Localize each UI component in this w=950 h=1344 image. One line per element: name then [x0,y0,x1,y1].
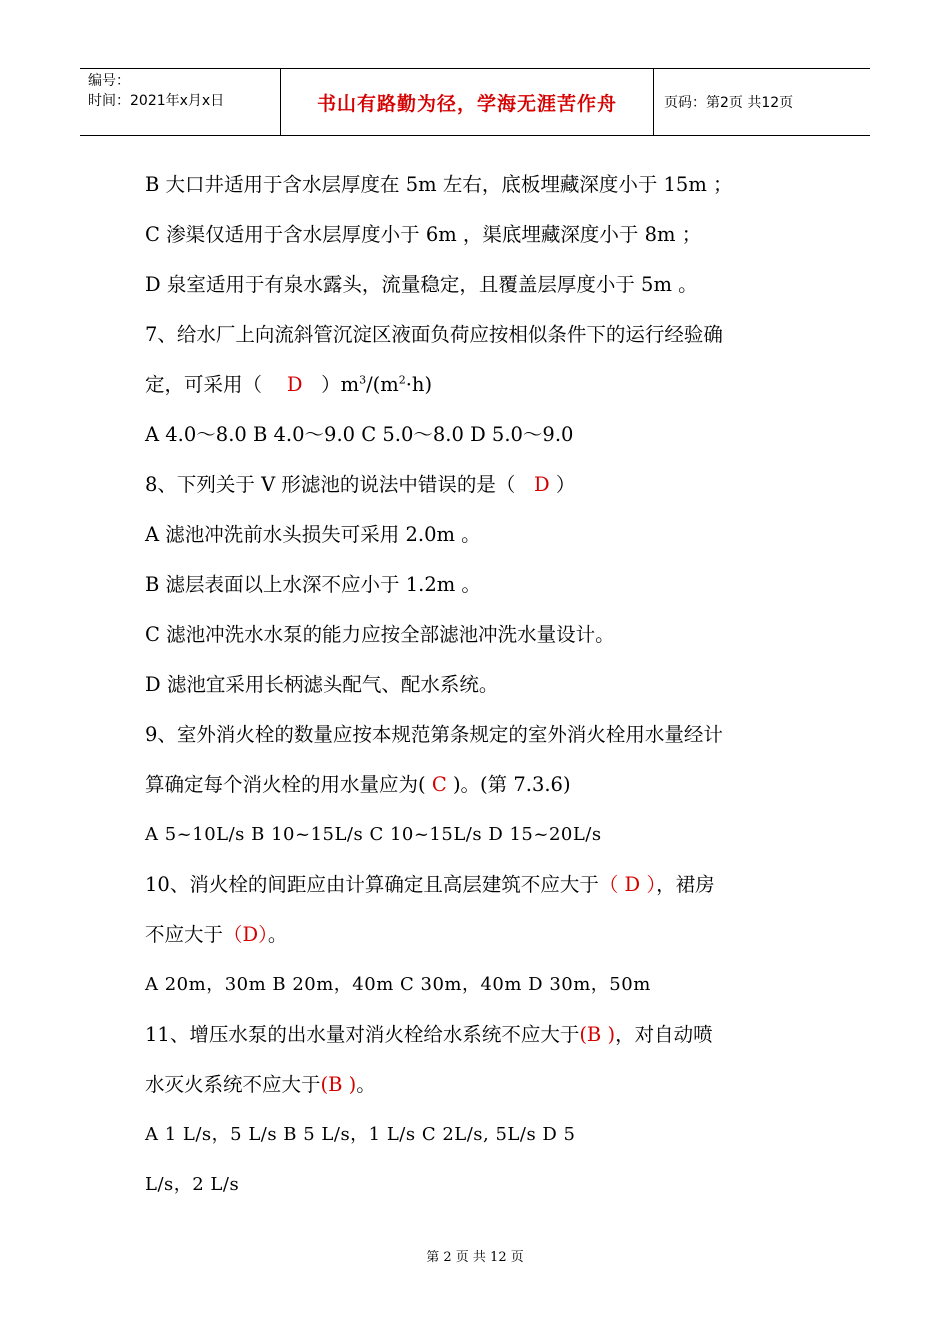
header-motto: 书山有路勤为径，学海无涯苦作舟 [316,92,617,115]
q7-prefix: 定，可采用（ [145,373,263,396]
question-9-stem: 9、室外消火栓的数量应按本规范第条规定的室外消火栓用水量经计 [145,723,723,746]
q9-answer: C [431,773,447,796]
question-11-options: A 1 L/s，5 L/s B 5 L/s，1 L/s C 2L/s, 5L/s D 5 [145,1124,576,1145]
text-line: C 渗渠仅适用于含水层厚度小于 6m ，渠底埋藏深度小于 8m ； [145,223,702,246]
question-8-stem: 8、下列关于 V 形滤池的说法中错误的是（ D ） [145,473,576,496]
q10-answer-2: （D） [223,923,268,946]
question-8-option-a: A 滤池冲洗前水头损失可采用 2.0m 。 [145,523,481,546]
q8-answer: D [534,473,550,496]
q10-answer-1: （ D ） [598,873,657,896]
question-7-stem-cont [145,360,825,410]
question-8-option-d: D 滤池宜采用长柄滤头配气、配水系统。 [145,673,499,696]
document-time-label: 时间：2021年x月x日 [88,93,225,109]
document-number-label: 编号： [88,73,130,89]
q7-unit: ）$m^3/(m^2\cdot h)$ [321,373,433,396]
q7-answer: D [286,373,303,396]
q11-answer-2: (B ) [320,1073,357,1096]
text-line: B 大口井适用于含水层厚度在 5m 左右，底板埋藏深度小于 15m ； [145,173,733,196]
question-10-stem: 10、消火栓的间距应由计算确定且高层建筑不应大于（ D ），裙房 [145,873,715,896]
page-header [80,68,870,136]
question-9-stem-cont: 算确定每个消火栓的用水量应为( C )。(第 7.3.6) [145,773,571,796]
question-8-option-c: C 滤池冲洗水水泵的能力应按全部滤池冲洗水量设计。 [145,623,615,646]
question-9-options: A 5~10L/s B 10~15L/s C 10~15L/s D 15~20L/s [145,824,602,845]
q11-answer-1: (B ) [579,1023,616,1046]
page-footer: 第 2 页 共 12 页 [426,1250,524,1265]
document-body [145,160,825,1210]
question-11-stem-cont: 水灭火系统不应大于(B )。 [145,1073,376,1096]
header-page-info: 页码：第2页 共12页 [664,95,794,111]
question-7-options: A 4.0～8.0 B 4.0～9.0 C 5.0～8.0 D 5.0～9.0 [145,423,574,446]
question-8-option-b: B 滤层表面以上水深不应小于 1.2m 。 [145,573,481,596]
question-10-options: A 20m，30m B 20m，40m C 30m，40m D 30m，50m [145,974,651,995]
question-11-options-cont: L/s，2 L/s [145,1174,240,1195]
header-meta [80,69,280,135]
question-7-stem: 7、给水厂上向流斜管沉淀区液面负荷应按相似条件下的运行经验确 [145,323,723,346]
text-line: D 泉室适用于有泉水露头，流量稳定，且覆盖层厚度小于 5m 。 [145,273,698,296]
question-10-stem-cont: 不应大于（D）。 [145,923,288,946]
header-motto-cell [280,69,654,135]
question-11-stem: 11、增压水泵的出水量对消火栓给水系统不应大于(B )，对自动喷 [145,1023,713,1046]
